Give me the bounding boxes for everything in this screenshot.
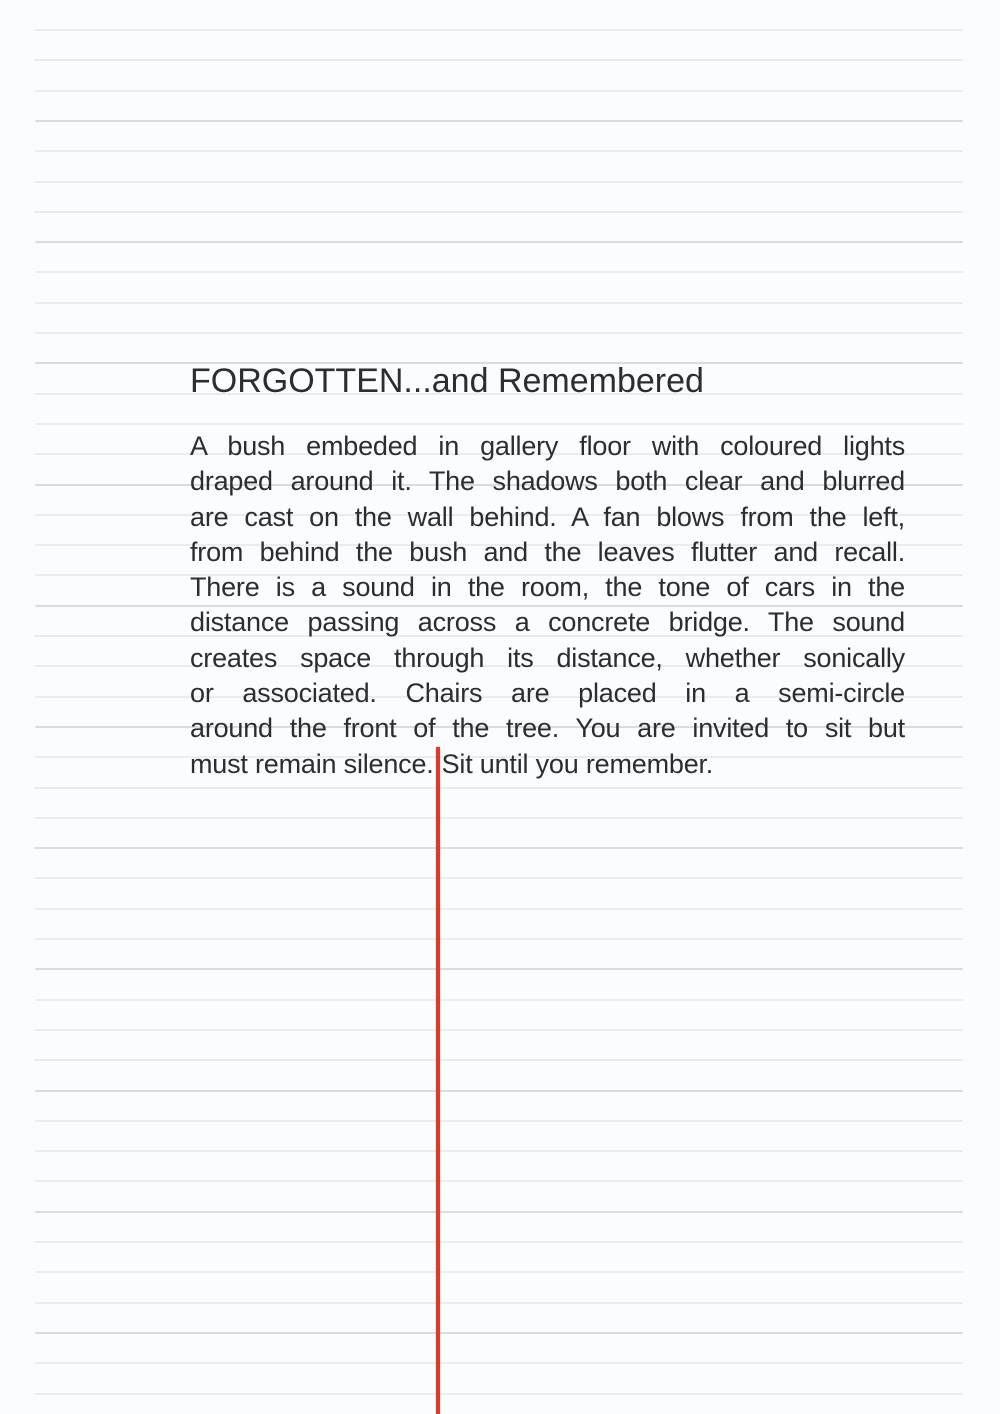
body-text-line[interactable]: around the front of the tree. You are invited to sit but: [190, 713, 905, 744]
ruled-line: [35, 817, 963, 819]
ruled-line: [35, 90, 963, 92]
ruled-line: [35, 787, 963, 789]
ruled-line: [35, 877, 963, 879]
ruled-line: [35, 271, 963, 273]
ruled-line: [35, 938, 963, 940]
ruled-line: [35, 211, 963, 213]
body-text-line[interactable]: distance passing across a concrete bridge. The sound: [190, 607, 905, 638]
ruled-line: [35, 1120, 963, 1122]
body-text-line[interactable]: A bush embeded in gallery floor with coloured lights: [190, 431, 905, 461]
ruled-line: [35, 999, 963, 1001]
ruled-line: [35, 181, 963, 183]
ruled-line: [35, 1180, 963, 1182]
text-after-cursor: Sit until you remember.: [441, 748, 714, 779]
ruled-line: [35, 1302, 963, 1304]
body-text-line[interactable]: or associated. Chairs are placed in a semi-circle: [190, 678, 905, 709]
ruled-line: [35, 968, 963, 970]
ruled-line: [35, 332, 963, 334]
body-text-line[interactable]: are cast on the wall behind. A fan blows from the left,: [190, 501, 905, 532]
ruled-line: [35, 120, 963, 122]
body-text-line[interactable]: There is a sound in the room, the tone of cars in the: [190, 572, 905, 603]
ruled-line: [35, 150, 963, 152]
text-before-cursor: must remain silence.: [190, 748, 434, 779]
body-text-line[interactable]: draped around it. The shadows both clear and blurred: [190, 466, 905, 497]
ruled-line: [35, 1362, 963, 1364]
ruled-line: [35, 302, 963, 304]
ruled-line: [35, 908, 963, 910]
ruled-line: [35, 1211, 963, 1213]
ruled-line: [35, 847, 963, 849]
ruled-line: [35, 1241, 963, 1243]
ruled-line: [35, 1090, 963, 1092]
ruled-line: [35, 1059, 963, 1061]
body-text-last-line[interactable]: [190, 747, 905, 782]
text-cursor-line: [436, 747, 441, 1414]
ruled-line: [35, 423, 963, 425]
note-body-text[interactable]: [190, 429, 905, 782]
ruled-line: [35, 1393, 963, 1395]
ruled-line: [35, 1332, 963, 1334]
note-title[interactable]: FORGOTTEN...and Remembered: [190, 362, 704, 400]
ruled-line: [35, 59, 963, 61]
ruled-line: [35, 1271, 963, 1273]
ruled-line: [35, 1029, 963, 1031]
text-cursor: [436, 748, 440, 778]
ruled-line: [35, 1150, 963, 1152]
body-text-line[interactable]: creates space through its distance, whether sonically: [190, 642, 905, 673]
body-text-line[interactable]: from behind the bush and the leaves flutter and recall.: [190, 536, 905, 567]
ruled-line: [35, 29, 963, 31]
ruled-line: [35, 241, 963, 243]
